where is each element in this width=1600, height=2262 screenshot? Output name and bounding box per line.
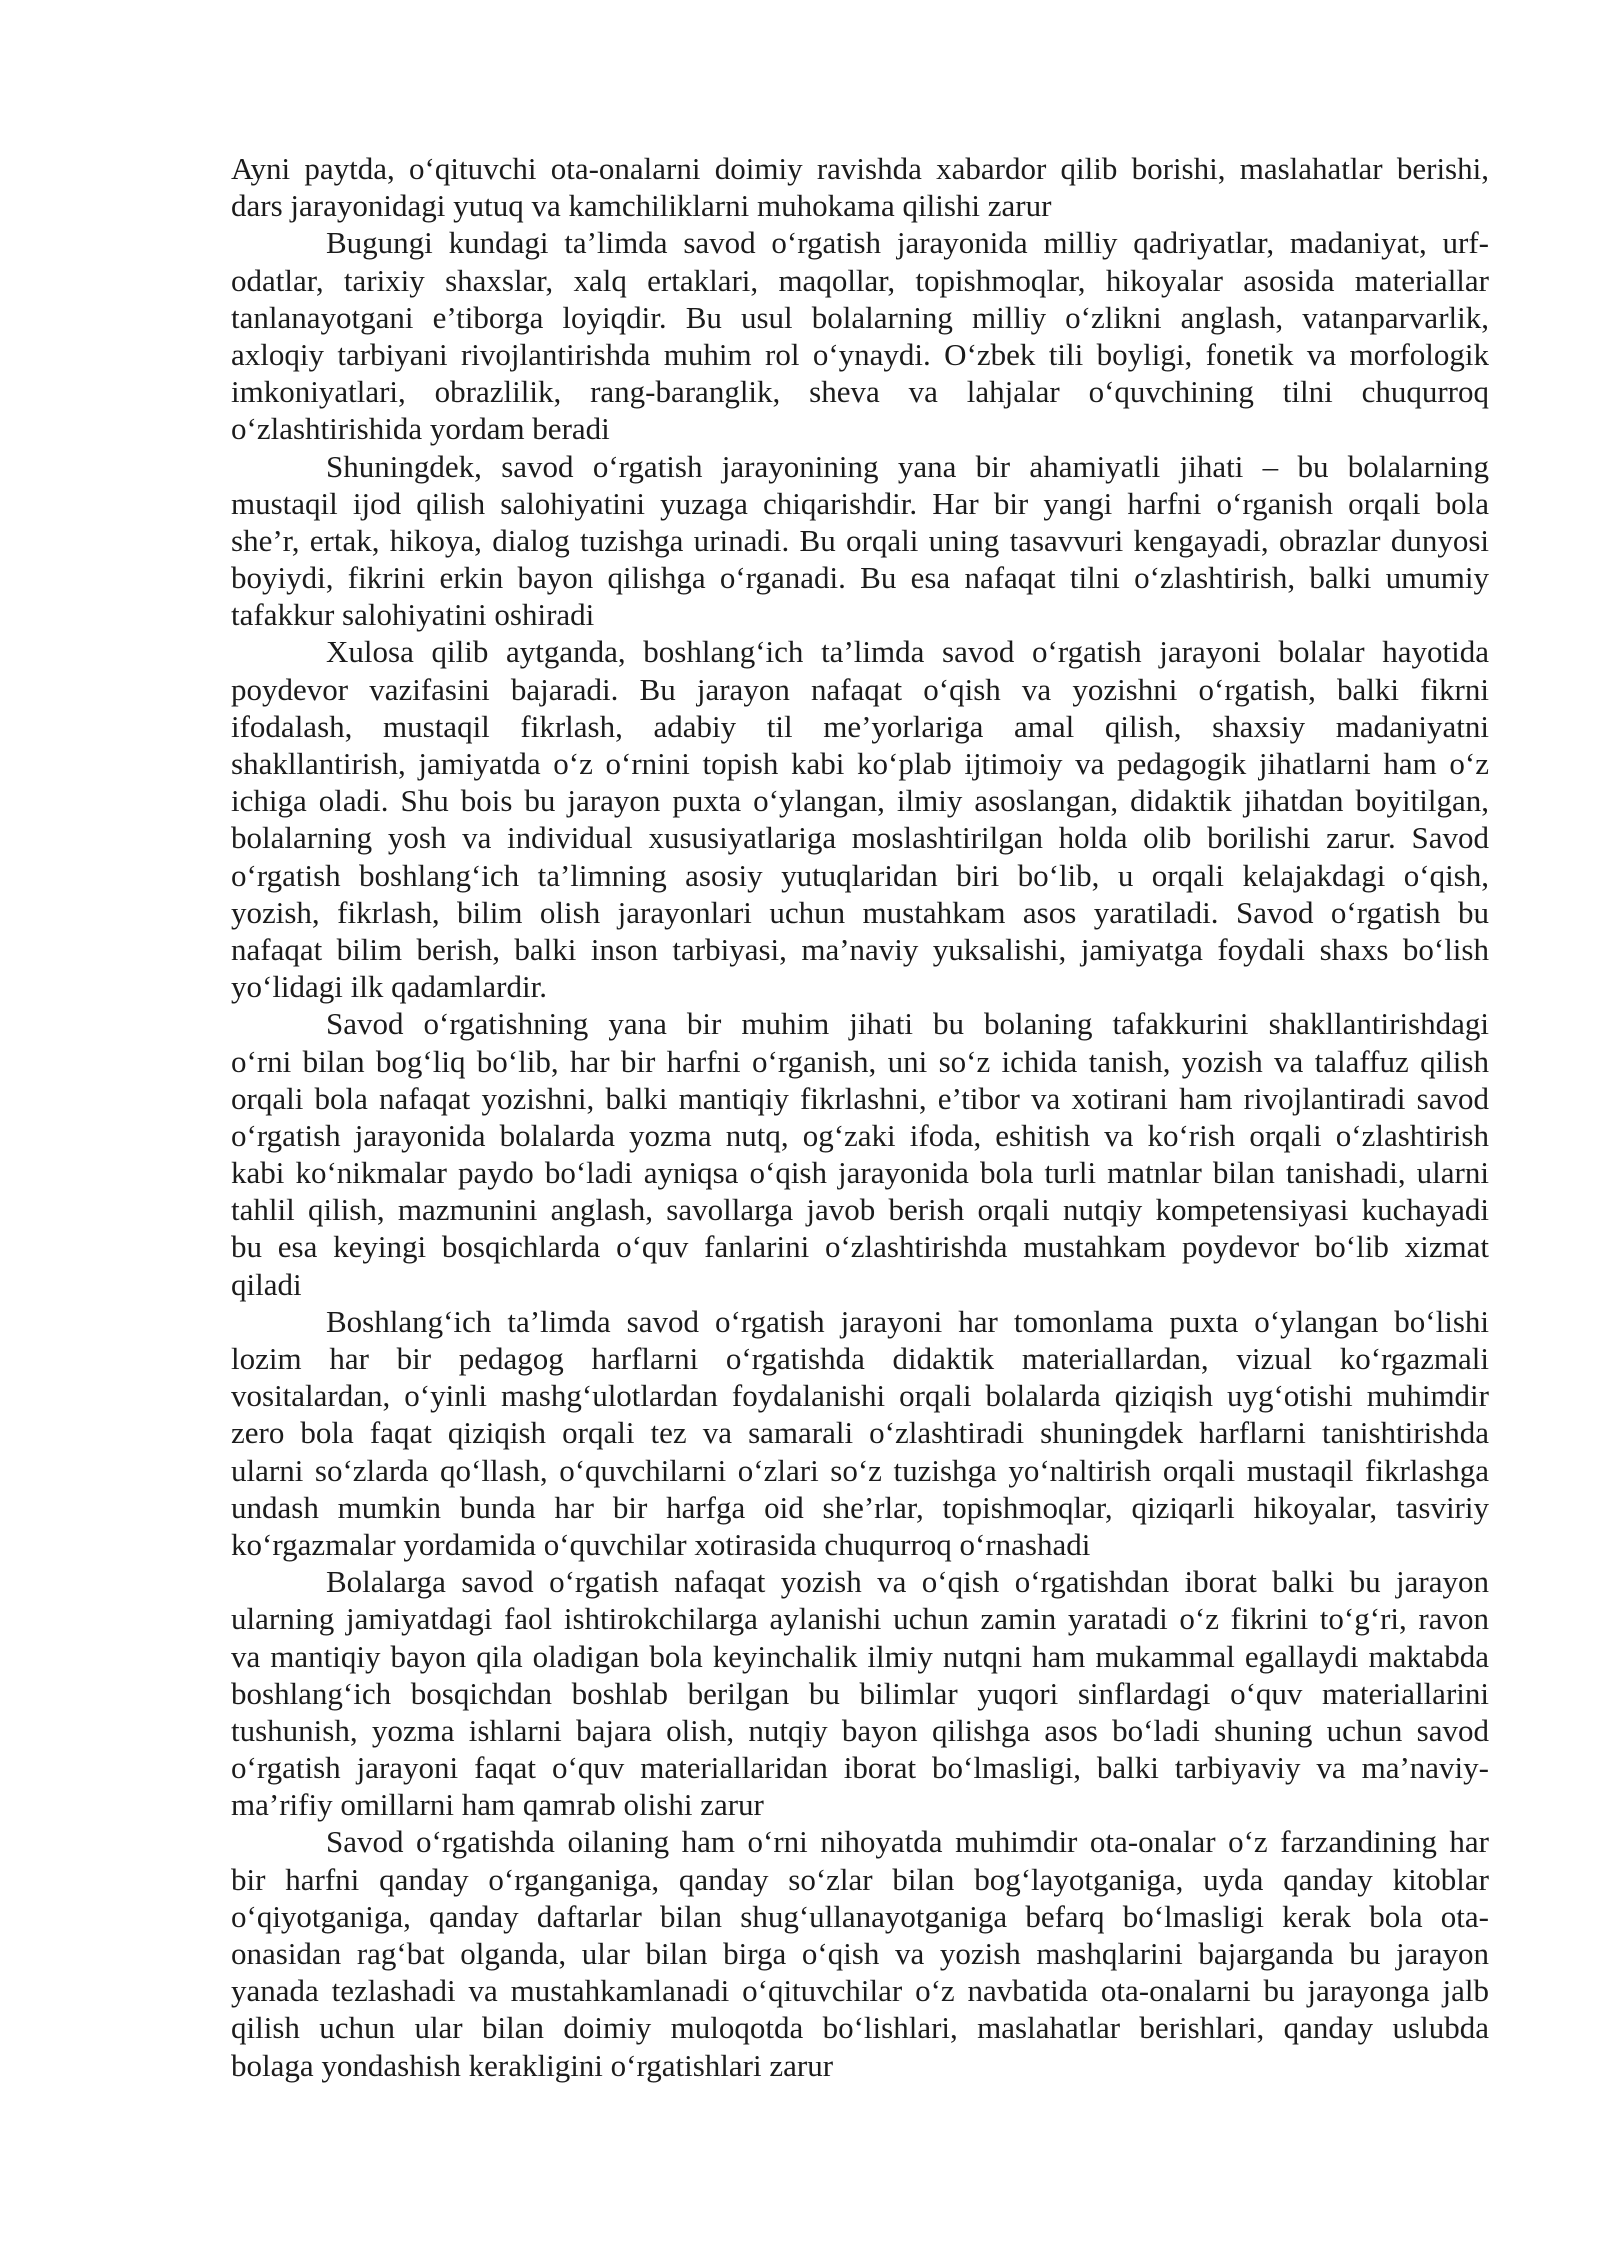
text-line: o‘rgatish boshlang‘ich ta’limning asosiy yutuqlaridan biri bo‘lib, u orqali kelajakdagi o‘qish, [231, 857, 1489, 893]
text-line: o‘rgatish jarayoni faqat o‘quv materiallaridan iborat bo‘lmasligi, balki tarbiyaviy va ma’naviy- [231, 1750, 1489, 1786]
paragraph [231, 150, 1489, 224]
text-line: o‘rni bilan bog‘liq bo‘lib, har bir harfni o‘rganish, uni so‘z ichida tanish, yozish va talaffuz qilish [231, 1043, 1489, 1079]
text-line: undash mumkin bunda har bir harfga oid she’rlar, topishmoqlar, qiziqarli hikoyalar, tasviriy [231, 1489, 1489, 1525]
paragraph [231, 448, 1489, 634]
paragraph [231, 1823, 1489, 2083]
text-line: qiladi [231, 1266, 302, 1302]
text-line: ma’rifiy omillarni ham qamrab olishi zarur [231, 1787, 764, 1823]
text-line: poydevor vazifasini bajaradi. Bu jarayon nafaqat o‘qish va yozishni o‘rgatish, balki fikrni [231, 671, 1489, 707]
text-line: tushunish, yozma ishlarni bajara olish, nutqiy bayon qilishga asos bo‘ladi shuning uchun savod [231, 1712, 1489, 1748]
text-line: odatlar, tarixiy shaxslar, xalq ertaklari, maqollar, topishmoqlar, hikoyalar asosida materiallar [231, 262, 1489, 298]
paragraph [231, 1005, 1489, 1303]
text-line: yo‘lidagi ilk qadamlardir. [231, 969, 547, 1005]
text-line: Bolalarga savod o‘rgatish nafaqat yozish va o‘qish o‘rgatishdan iborat balki bu jarayon [326, 1564, 1489, 1600]
text-line: mustaqil ijod qilish salohiyatini yuzaga chiqarishdir. Har bir yangi harfni o‘rganish orqali bola [231, 485, 1489, 521]
text-line: bu esa keyingi bosqichlarda o‘quv fanlarini o‘zlashtirishda mustahkam poydevor bo‘lib xizmat [231, 1229, 1489, 1265]
text-line: ichiga oladi. Shu bois bu jarayon puxta o‘ylangan, ilmiy asoslangan, didaktik jihatdan boyitilgan, [231, 783, 1489, 819]
text-line: she’r, ertak, hikoya, dialog tuzishga urinadi. Bu orqali uning tasavvuri kengayadi, obrazlar dunyosi [231, 522, 1489, 558]
text-line: shakllantirish, jamiyatda o‘z o‘rnini topish kabi ko‘plab ijtimoiy va pedagogik jihatlarni ham o‘z [231, 746, 1489, 781]
text-line: va mantiqiy bayon qila oladigan bola keyinchalik ilmiy nutqni ham mukammal egallaydi maktabda [231, 1638, 1489, 1674]
text-line: lozim har bir pedagog harflarni o‘rgatishda didaktik materiallardan, vizual ko‘rgazmali [231, 1341, 1489, 1376]
text-line: tahlil qilish, mazmunini anglash, savollarga javob berish orqali nutqiy kompetensiyasi kuchayadi [231, 1192, 1489, 1228]
text-line: o‘rgatish jarayonida bolalarda yozma nutq, og‘zaki ifoda, eshitish va ko‘rish orqali o‘zlashtirish [231, 1117, 1489, 1153]
text-line: ularning jamiyatdagi faol ishtirokchilarga aylanishi uchun zamin yaratadi o‘z fikrini to‘g‘ri, ravon [231, 1601, 1489, 1637]
text-line: Ayni paytda, o‘qituvchi ota-onalarni doimiy ravishda xabardor qilib borishi, maslahatlar berishi, [231, 151, 1489, 186]
text-line: Savod o‘rgatishda oilaning ham o‘rni nihoyatda muhimdir ota-onalar o‘z farzandining har [326, 1824, 1489, 1860]
text-line: nafaqat bilim berish, balki inson tarbiyasi, ma’naviy yuksalishi, jamiyatga foydali shaxs bo‘lish [231, 931, 1489, 967]
text-line: bir harfni qanday o‘rganganiga, qanday so‘zlar bilan bog‘layotganiga, uyda qanday kitoblar [231, 1861, 1489, 1897]
text-line: zero bola faqat qiziqish orqali tez va samarali o‘zlashtiradi shuningdek harflarni tanishtirishda [231, 1415, 1489, 1451]
text-line: yanada tezlashadi va mustahkamlanadi o‘qituvchilar o‘z navbatida ota-onalarni bu jarayonga jalb [231, 1973, 1489, 2009]
text-line: ifodalash, mustaqil fikrlash, adabiy til me’yorlariga amal qilish, shaxsiy madaniyatni [231, 708, 1489, 744]
text-line: qilish uchun ular bilan doimiy muloqotda bo‘lishlari, maslahatlar berishlari, qanday uslubda [231, 2010, 1489, 2046]
text-line: onasidan rag‘bat olganda, ular bilan birga o‘qish va yozish mashqlarini bajarganda bu jarayon [231, 1936, 1489, 1971]
paragraph [231, 1303, 1489, 1563]
text-line: ko‘rgazmalar yordamida o‘quvchilar xotirasida chuqurroq o‘rnashadi [231, 1526, 1091, 1562]
text-line: o‘qiyotganiga, qanday daftarlar bilan shug‘ullanayotganiga befarq bo‘lmasligi kerak bola ota- [231, 1898, 1489, 1934]
text-line: boshlang‘ich bosqichdan boshlab berilgan bu bilimlar yuqori sinflardagi o‘quv materiallarini [231, 1675, 1489, 1711]
text-line: kabi ko‘nikmalar paydo bo‘ladi ayniqsa o‘qish jarayonida bola turli matnlar bilan tanishadi, ularni [231, 1155, 1489, 1191]
text-line: Savod o‘rgatishning yana bir muhim jihati bu bolaning tafakkurini shakllantirishdagi [326, 1006, 1489, 1042]
text-line: axloqiy tarbiyani rivojlantirishda muhim rol o‘ynaydi. O‘zbek tili boyligi, fonetik va morfologik [231, 336, 1489, 372]
paragraph [231, 1563, 1489, 1823]
text-line: Bugungi kundagi ta’limda savod o‘rgatish jarayonida milliy qadriyatlar, madaniyat, urf- [326, 225, 1489, 261]
text-line: yozish, fikrlash, bilim olish jarayonlari uchun mustahkam asos yaratiladi. Savod o‘rgatish bu [231, 894, 1489, 930]
text-line: dars jarayonidagi yutuq va kamchiliklarni muhokama qilishi zarur [231, 188, 1052, 224]
text-line: Xulosa qilib aytganda, boshlang‘ich ta’limda savod o‘rgatish jarayoni bolalar hayotida [326, 634, 1489, 670]
text-line: o‘zlashtirishida yordam beradi [231, 411, 610, 447]
text-line: tanlanayotgani e’tiborga loyiqdir. Bu usul bolalarning milliy o‘zlikni anglash, vatanparvarlik, [231, 299, 1489, 335]
text-line: bolaga yondashish kerakligini o‘rgatishlari zarur [231, 2047, 834, 2083]
text-line: bolalarning yosh va individual xususiyatlariga moslashtirilgan holda olib borilishi zarur. Savod [231, 820, 1489, 856]
paragraph [231, 224, 1489, 447]
text-line: Boshlang‘ich ta’limda savod o‘rgatish jarayoni har tomonlama puxta o‘ylangan bo‘lishi [326, 1303, 1489, 1339]
text-line: ularni so‘zlarda qo‘llash, o‘quvchilarni o‘zlari so‘z tuzishga yo‘naltirish orqali mustaqil fikrlashga [231, 1452, 1489, 1488]
text-line: tafakkur salohiyatini oshiradi [231, 597, 595, 633]
text-line: imkoniyatlari, obrazlilik, rang-baranglik, sheva va lahjalar o‘quvchining tilni chuqurroq [231, 374, 1489, 410]
text-line: orqali bola nafaqat yozishni, balki mantiqiy fikrlashni, e’tibor va xotirani ham rivojlantiradi savod [231, 1080, 1489, 1116]
text-line: boyiydi, fikrini erkin bayon qilishga o‘rganadi. Bu esa nafaqat tilni o‘zlashtirish, balki umumiy [231, 560, 1489, 596]
paragraph [231, 633, 1489, 1005]
text-line: vositalardan, o‘yinli mashg‘ulotlardan foydalanishi orqali bolalarda qiziqish uyg‘otishi muhimdir [231, 1378, 1489, 1414]
text-line: Shuningdek, savod o‘rgatish jarayonining yana bir ahamiyatli jihati – bu bolalarning [326, 448, 1489, 484]
